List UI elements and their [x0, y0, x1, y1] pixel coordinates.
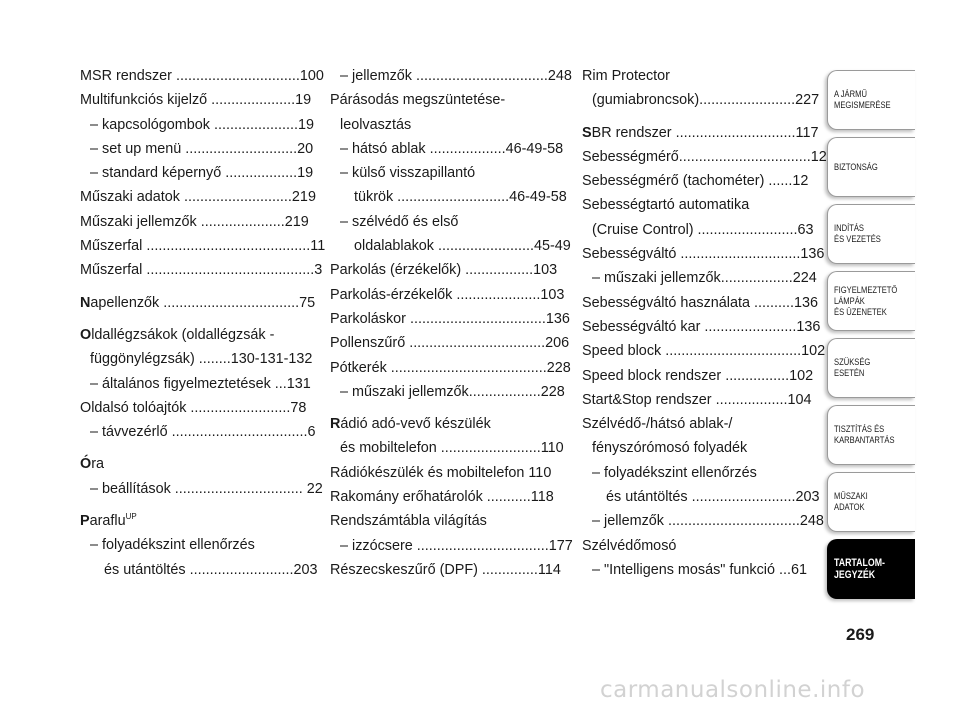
chapter-tab-label: TISZTÍTÁS ÉS KARBANTARTÁS [834, 424, 895, 446]
index-entry-text: Sebességváltó kar .......................136 [582, 318, 821, 335]
index-entry [582, 64, 814, 88]
index-entry-text: Rádiókészülék és mobiltelefon 110 [330, 464, 552, 481]
index-entry [80, 161, 314, 185]
index-entry [330, 88, 562, 112]
index-entry [330, 185, 567, 209]
index-entry [80, 558, 318, 582]
index-entry [582, 364, 814, 388]
index-entry-text: – jellemzők .................................248 [592, 513, 824, 530]
index-entry-text: Párásodás megszüntetése- [330, 92, 506, 109]
index-entry-text: – standard képernyő ..................19 [90, 165, 314, 182]
index-entry [582, 485, 820, 509]
page-number: 269 [846, 625, 875, 644]
index-entry [582, 412, 814, 436]
index-entry-text: (Cruise Control) .........................63 [592, 221, 814, 238]
index-entry [330, 534, 573, 558]
index-entry-text: függönylégzsák) ........130-131-132 [90, 351, 313, 368]
chapter-tab[interactable] [827, 338, 915, 398]
index-entry [80, 185, 316, 209]
index-entry-text: Rendszámtábla világítás [330, 513, 487, 530]
index-entry [330, 412, 562, 436]
watermark: carmanualsonline.info [600, 677, 866, 703]
chapter-tab[interactable] [827, 271, 915, 331]
index-entry [80, 291, 316, 315]
index-letter: Ó [80, 456, 92, 473]
index-entry [582, 558, 814, 582]
index-entry-text: Szélvédőmosó [582, 537, 677, 554]
index-entry-text: Műszaki jellemzők .....................219 [80, 213, 309, 230]
index-entry-text: ldallégzsákok (oldallégzsák - [91, 326, 275, 343]
index-entry [582, 242, 825, 266]
chapter-tab-label: SZÜKSÉG ESETÉN [834, 357, 871, 379]
index-entry [582, 218, 814, 242]
index-letter: S [582, 124, 592, 141]
index-entry-text: Sebességtartó automatika [582, 197, 750, 214]
index-entry [582, 88, 820, 112]
index-entry-text: – kapcsológombok .....................19 [90, 116, 314, 133]
index-entry [582, 121, 819, 145]
index-entry-text: – távvezérlő ..................................6 [90, 424, 316, 441]
index-entry [582, 291, 818, 315]
chapter-tab-label: TARTALOM- JEGYZÉK [834, 557, 885, 581]
index-column-2 [330, 64, 573, 582]
index-entry-text: Parkolás (érzékelők) .................103 [330, 262, 558, 279]
chapter-tab[interactable] [827, 70, 915, 130]
index-entry-text: Start&Stop rendszer ..................104 [582, 391, 812, 408]
index-entry-text: fényszórómosó folyadék [592, 440, 748, 457]
index-entry [582, 339, 826, 363]
index-entry [80, 347, 313, 371]
index-entry-text: araflu [89, 513, 126, 530]
index-entry-text: – folyadékszint ellenőrzés [592, 464, 757, 481]
index-entry [582, 169, 814, 193]
index-letter: R [330, 416, 341, 433]
index-entry [80, 137, 314, 161]
index-letter: O [80, 326, 92, 343]
index-entry-text: oldalablakok ........................45-49 [354, 238, 571, 255]
index-entry-text: Parkoláskor ..................................136 [330, 310, 570, 327]
index-entry [330, 234, 571, 258]
chapter-tabs [827, 70, 915, 606]
chapter-tab[interactable] [827, 472, 915, 532]
index-entry [330, 64, 572, 88]
index-entry [582, 145, 827, 169]
index-entry-text: (gumiabroncsok)........................227 [592, 92, 820, 109]
index-entry [330, 485, 562, 509]
index-entry-text: BR rendszer ..............................117 [591, 124, 819, 141]
index-entry [582, 509, 824, 533]
index-entry [330, 137, 562, 161]
index-entry [330, 509, 562, 533]
index-entry [330, 331, 570, 355]
index-entry-text: Parkolás-érzékelők .....................103 [330, 286, 565, 303]
index-entry [582, 315, 821, 339]
chapter-tab[interactable] [827, 405, 915, 465]
chapter-tab[interactable] [827, 137, 915, 197]
index-entry-text: Sebességmérő.................................12 [582, 148, 827, 165]
index-entry [330, 210, 562, 234]
index-column-1 [80, 64, 326, 582]
index-entry [582, 461, 814, 485]
index-entry-text: Pollenszűrő ..................................206 [330, 335, 570, 352]
index-entry [80, 452, 310, 476]
chapter-tab-label: INDÍTÁS ÉS VEZETÉS [834, 223, 881, 245]
index-entry [330, 258, 562, 282]
index-entry-text: – szélvédő és első [340, 213, 459, 230]
index-entry-text: Műszerfal ..........................................3 [80, 262, 323, 279]
index-entry-text: Rim Protector [582, 68, 670, 84]
index-entry [582, 534, 814, 558]
index-entry [582, 193, 814, 217]
index-entry-text: – jellemzők .................................248 [340, 68, 572, 84]
index-entry [330, 380, 565, 404]
index-entry [582, 436, 814, 460]
index-entry [80, 396, 310, 420]
index-entry-text: leolvasztás [340, 116, 412, 133]
index-entry [330, 113, 562, 137]
index-entry [80, 420, 316, 444]
index-entry-text: Rakomány erőhatárolók ...........118 [330, 489, 554, 506]
index-entry-text: Sebességváltó ..............................136 [582, 246, 825, 263]
chapter-tab[interactable] [827, 539, 915, 599]
index-entry-text: – "Intelligens mosás" funkció ...61 [592, 561, 807, 578]
chapter-tab-label: A JÁRMŰ MEGISMERÉSE [834, 89, 891, 111]
chapter-tab-label: FIGYELMEZTETŐ LÁMPÁK ÉS ÜZENETEK [834, 284, 898, 318]
index-entry-text: Speed block rendszer ................102 [582, 367, 814, 384]
index-entry-text: és utántöltés ..........................203 [104, 561, 318, 578]
index-entry [330, 356, 571, 380]
index-entry-text: Sebességmérő (tachométer) ......12 [582, 173, 809, 190]
index-entry-text: – hátsó ablak ...................46-49-58 [340, 140, 564, 157]
index-entry [80, 533, 310, 557]
index-entry-text: – izzócsere .................................177 [340, 537, 573, 554]
index-entry [80, 88, 310, 112]
index-entry-text: – folyadékszint ellenőrzés [90, 537, 255, 554]
index-entry [330, 161, 562, 185]
index-entry-text: Oldalsó tolóajtók .........................78 [80, 399, 307, 416]
index-entry [330, 436, 562, 460]
chapter-tab[interactable] [827, 204, 915, 264]
index-entry-text: Speed block ..................................102 [582, 343, 826, 360]
index-entry-text: Műszerfal .........................................11 [80, 238, 326, 255]
index-entry [330, 307, 570, 331]
superscript: UP [125, 512, 137, 522]
index-entry [582, 388, 814, 412]
index-entry-text: – set up menü ............................20 [90, 140, 314, 157]
index-entry [80, 372, 310, 396]
index-entry-text: Műszaki adatok ...........................219 [80, 189, 316, 206]
chapter-tab-label: MŰSZAKI ADATOK [834, 491, 868, 513]
index-letter: N [80, 294, 91, 311]
index-entry [80, 234, 326, 258]
index-entry [330, 283, 565, 307]
index-entry-text: – általános figyelmeztetések ...131 [90, 375, 311, 392]
chapter-tab-label: BIZTONSÁG [834, 161, 878, 173]
index-entry-text: Sebességváltó használata ..........136 [582, 294, 818, 311]
index-entry [80, 64, 324, 88]
index-entry-text: és mobiltelefon .........................110 [340, 440, 564, 457]
index-entry-text: Részecskeszűrő (DPF) ..............114 [330, 561, 561, 578]
index-entry [80, 210, 310, 234]
index-entry-text: tükrök ............................46-49-58 [354, 189, 567, 206]
index-entry [330, 558, 562, 582]
index-entry [80, 509, 310, 533]
index-entry-text: ádió adó-vevő készülék [340, 416, 491, 433]
index-column-3 [582, 64, 827, 582]
index-entry [80, 477, 323, 501]
index-entry [80, 323, 310, 347]
index-entry [330, 461, 562, 485]
index-entry-text: – műszaki jellemzők..................228 [340, 383, 565, 400]
index-entry-text: – beállítások ................................ 22 [90, 480, 323, 497]
index-entry [582, 266, 817, 290]
index-entry-text: és utántöltés ..........................203 [606, 489, 820, 506]
index-entry-text: ra [91, 456, 104, 473]
index-entry-text: Multifunkciós kijelző .....................19 [80, 92, 312, 109]
index-entry [80, 113, 314, 137]
index-entry [80, 258, 323, 282]
index-entry-text: MSR rendszer ...............................100 [80, 68, 324, 84]
index-entry-text: – műszaki jellemzők..................224 [592, 270, 817, 287]
index-entry-text: Szélvédő-/hátsó ablak-/ [582, 416, 733, 433]
index-entry-text: – külső visszapillantó [340, 165, 476, 182]
index-entry-text: apellenzők ..................................75 [90, 294, 316, 311]
index-letter: P [80, 513, 90, 530]
index-entry-text: Pótkerék .......................................228 [330, 359, 571, 376]
